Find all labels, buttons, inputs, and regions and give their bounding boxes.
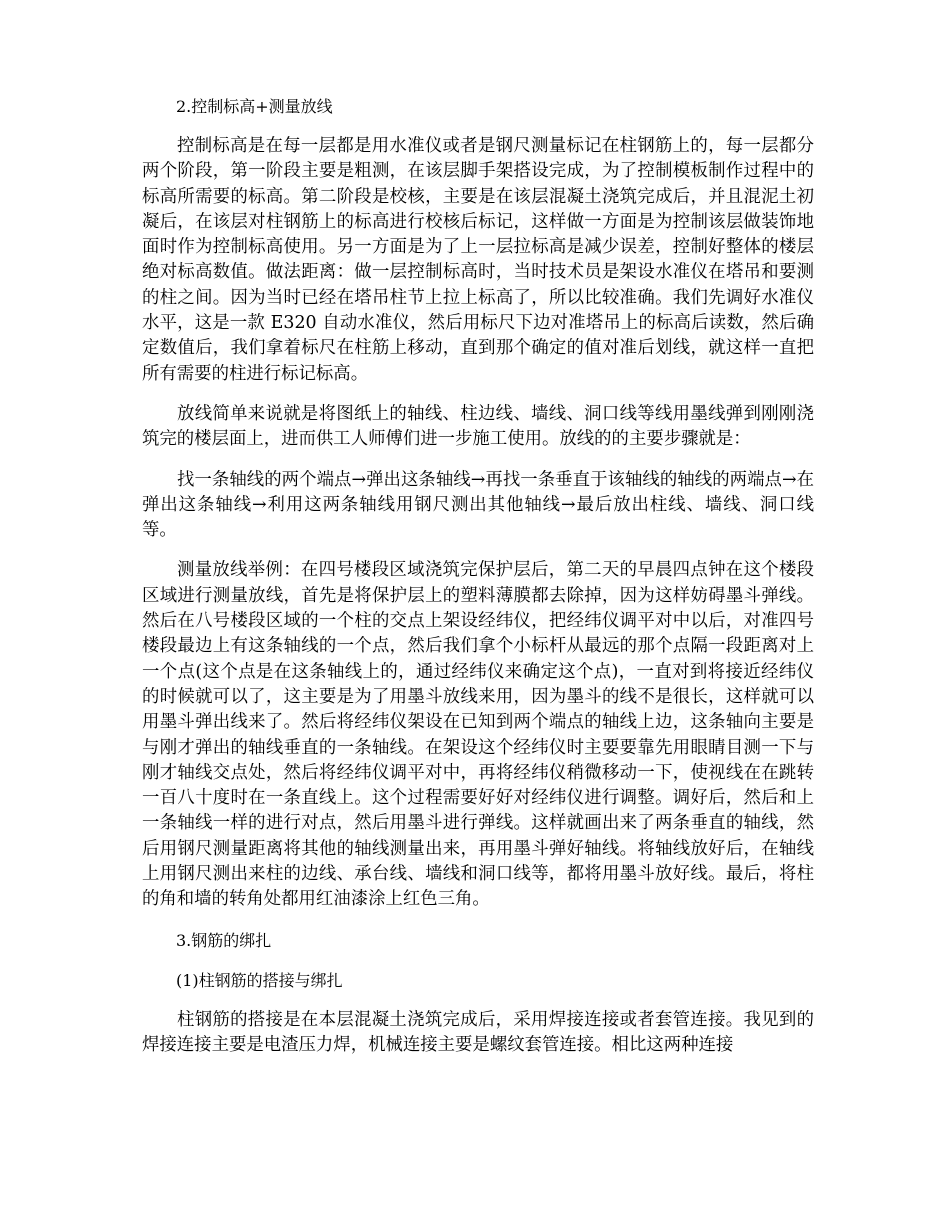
paragraph-line-setting-steps: 找一条轴线的两个端点→弹出这条轴线→再找一条垂直于该轴线的轴线的两端点→在弹出这条轴线→利用这两条轴线用钢尺测出其他轴线→最后放出柱线、墙线、洞口线等。 — [142, 469, 814, 541]
paragraph-line-setting-intro: 放线简单来说就是将图纸上的轴线、柱边线、墙线、洞口线等线用墨线弹到刚刚浇筑完的楼层面上，进而供工人师傅们进一步施工使用。放线的的主要步骤就是： — [142, 403, 814, 450]
paragraph-column-rebar: 柱钢筋的搭接是在本层混凝土浇筑完成后，采用焊接连接或者套管连接。我见到的焊接连接主要是电渣压力焊，机械连接主要是螺纹套管连接。相比这两种连接 — [142, 1009, 814, 1055]
document-page — [142, 94, 814, 1073]
paragraph-control-elevation: 控制标高是在每一层都是用水准仪或者是钢尺测量标记在柱钢筋上的，每一层都分两个阶段，第一阶段主要是粗测，在该层脚手架搭设完成，为了控制模板制作过程中的标高所需要的标高。第二阶段是校核，主要是在该层混凝土浇筑完成后，并且混泥土初凝后，在该层对柱钢筋上的标高进行校核后标记，这样做一方面是为控制该层做装饰地面时作为控制标高使用。另一方面是为了上一层拉标高是减少误差，控制好整体的楼层绝对标高数值。做法距离：做一层控制标高时，当时技术员是架设水准仪在塔吊和要测的柱之间。因为当时已经在塔吊柱节上拉上标高了，所以比较准确。我们先调好水准仪水平，这是一款 E320 自动水准仪，然后用标尺下边对准塔吊上的标高后读数，然后确定数值后，我们拿着标尺在柱筋上移动，直到那个确定的值对准后划线，就这样一直把所有需要的柱进行标记标高。 — [142, 136, 814, 384]
subsection-heading-column-rebar: (1)柱钢筋的搭接与绑扎 — [176, 970, 343, 990]
section-heading-control-elevation: 2.控制标高+测量放线 — [176, 97, 333, 116]
paragraph-line-setting-example: 测量放线举例：在四号楼段区域浇筑完保护层后，第二天的早晨四点钟在这个楼段区域进行测量放线，首先是将保护层上的塑料薄膜都去除掉，因为这样妨碍墨斗弹线。然后在八号楼段区域的一个柱的交点上架设经纬仪，把经纬仪调平对中以后，对准四号楼段最边上有这条轴线的一个点，然后我们拿个小标杆从最远的那个点隔一段距离对上一个点(这个点是在这条轴线上的，通过经纬仪来确定这个点)，一直对到将接近经纬仪的时候就可以了，这主要是为了用墨斗放线来用，因为墨斗的线不是很长，这样就可以用墨斗弹出线来了。然后将经纬仪架设在已知到两个端点的轴线上边，这条轴向主要是与刚才弹出的轴线垂直的一条轴线。在架设这个经纬仪时主要要靠先用眼睛目测一下与刚才轴线交点处，然后将经纬仪调平对中，再将经纬仪稍微移动一下，使视线在在跳转一百八十度时在一条直线上。这个过程需要好好对经纬仪进行调整。调好后，然后和上一条轴线一样的进行对点，然后用墨斗进行弹线。这样就画出来了两条垂直的轴线，然后用钢尺测量距离将其他的轴线测量出来，再用墨斗弹好轴线。将轴线放好后，在轴线上用钢尺测出来柱的边线、承台线、墙线和洞口线等，都将用墨斗放好线。最后，将柱的角和墙的转角处都用红油漆涂上红色三角。 — [142, 560, 814, 910]
section-heading-rebar-binding: 3.钢筋的绑扎 — [176, 930, 272, 950]
